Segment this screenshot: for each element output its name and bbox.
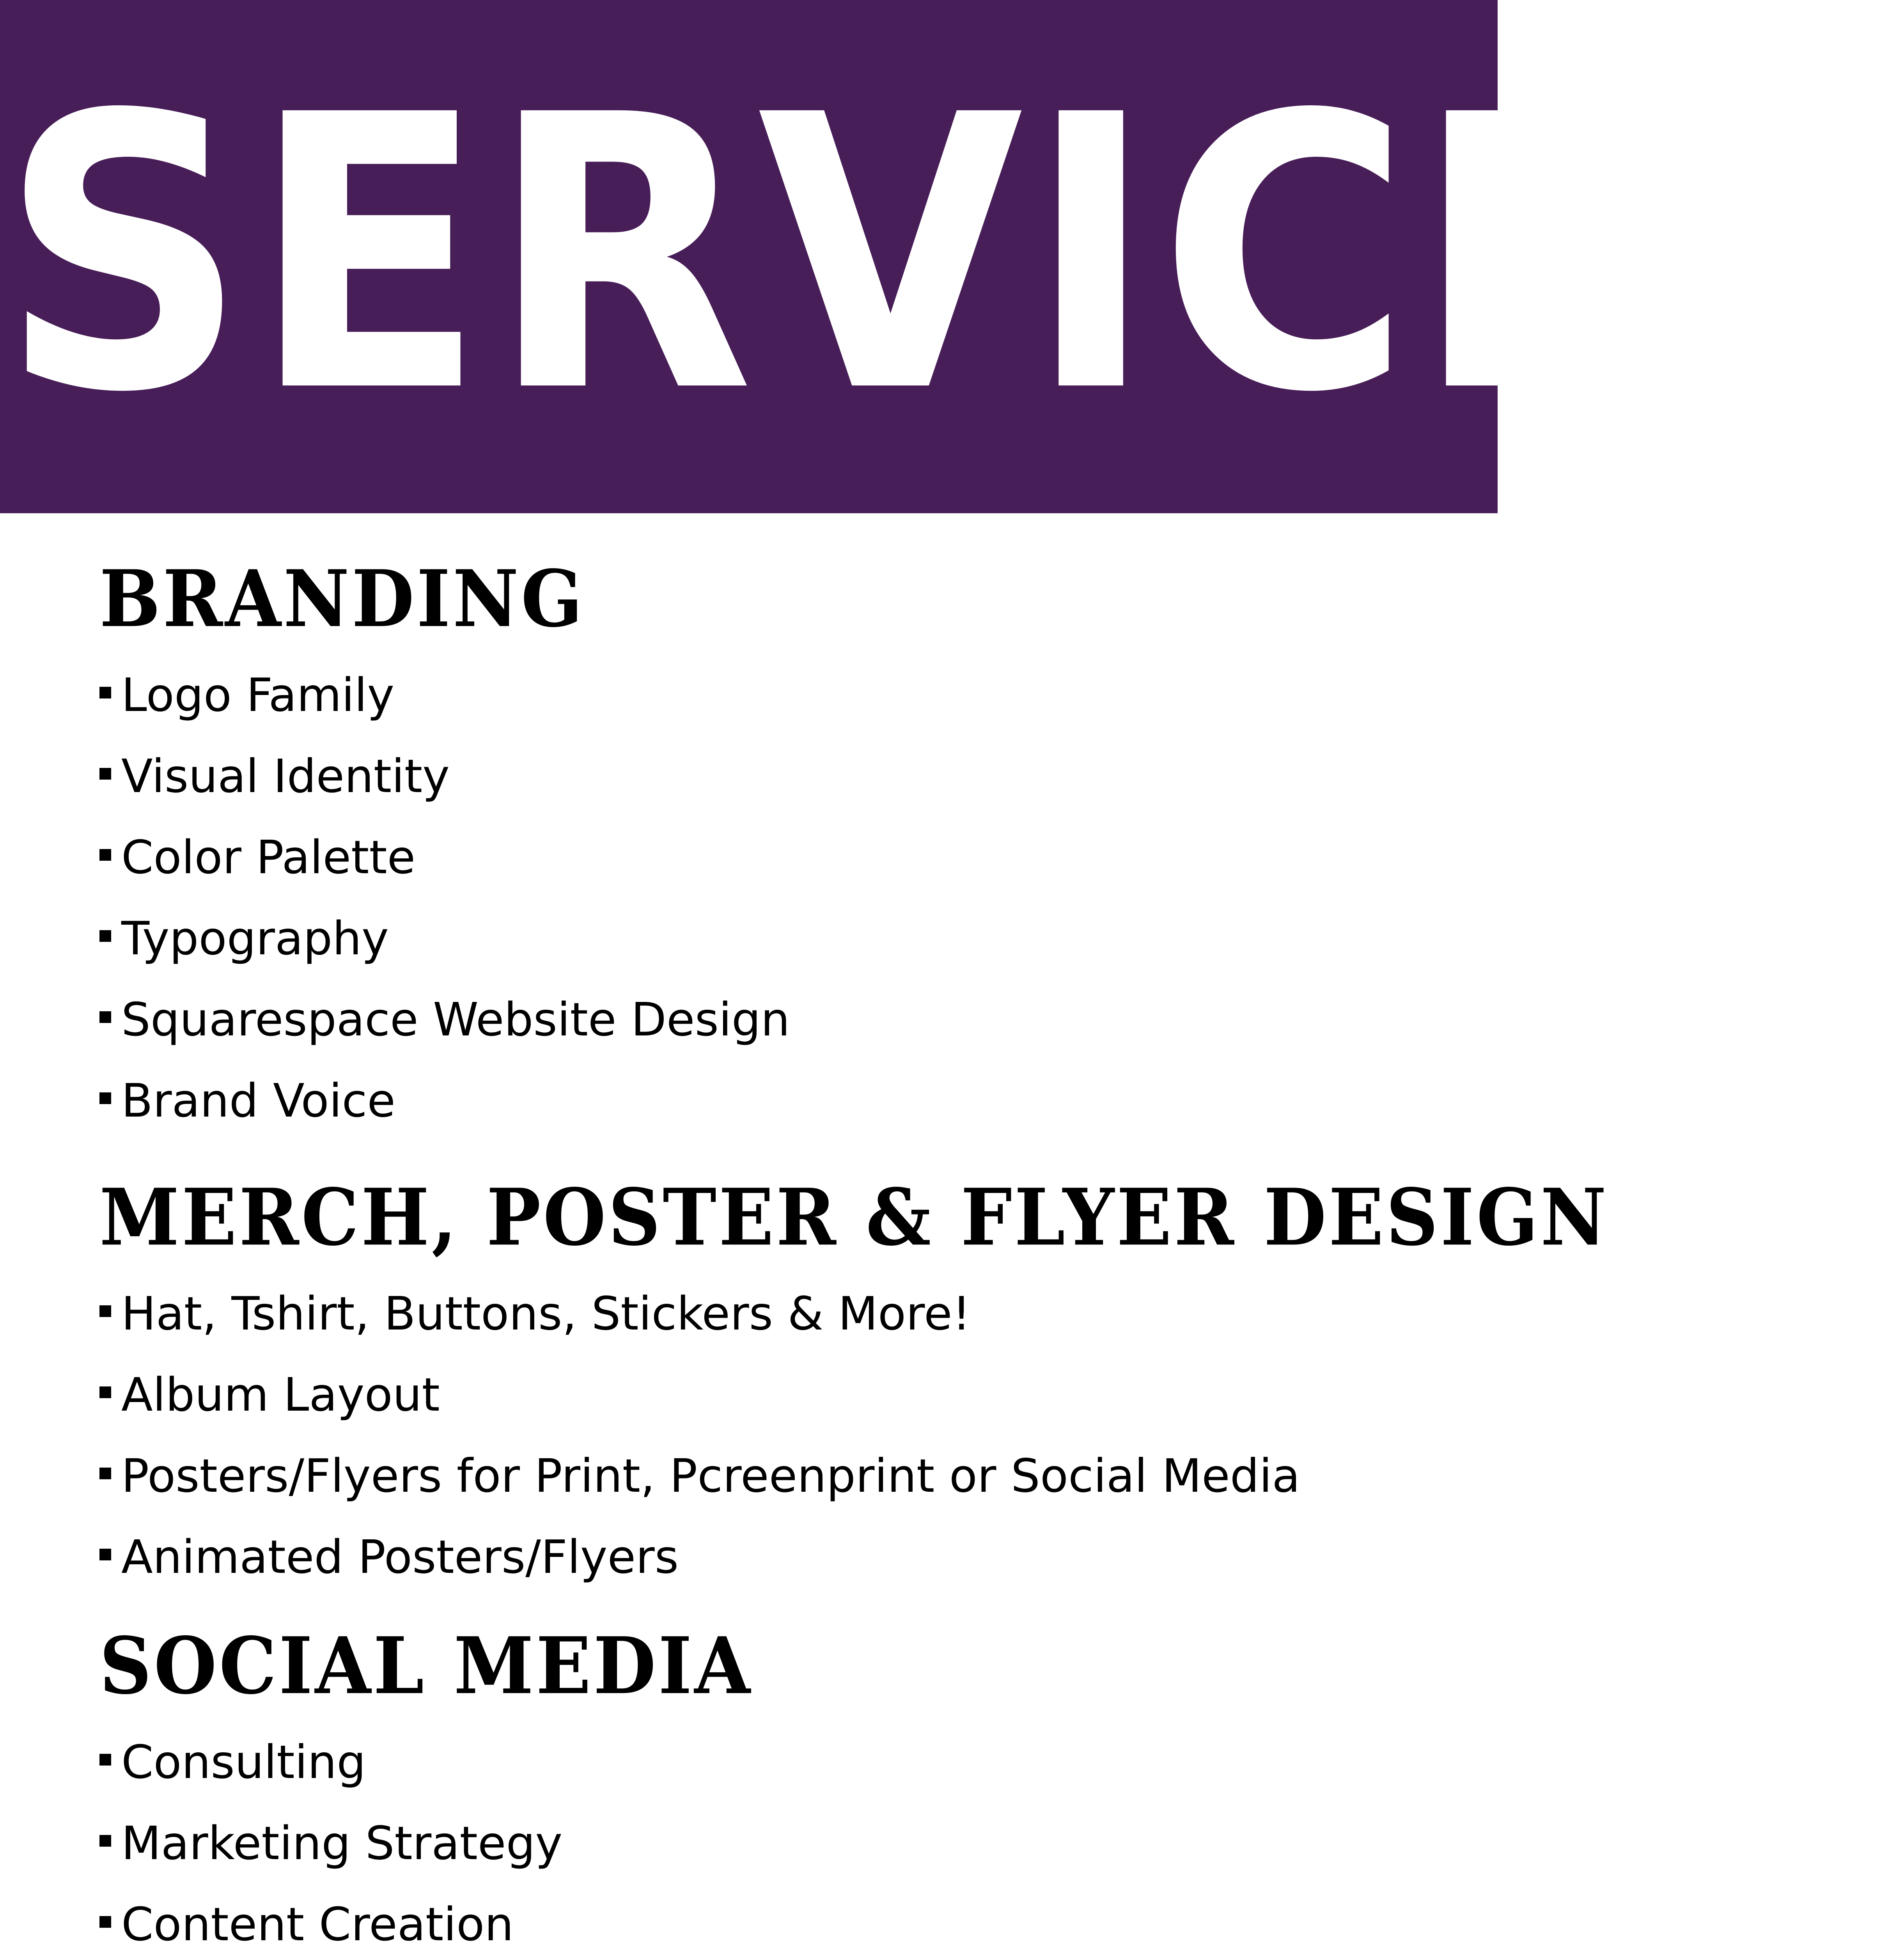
section-heading-merch: MERCH, POSTER & FLYER DESIGN [99,1171,1609,1263]
list-item-label: Visual Identity [121,749,450,803]
section-heading-branding: BRANDING [99,553,585,645]
page-title: SERVICES [0,35,1904,475]
list-item-label: Marketing Strategy [121,1816,563,1870]
social-media-items [99,1721,1425,1950]
list-item-label: Brand Voice [121,1074,395,1127]
list-item [99,1060,1425,1141]
list-item [99,1884,1425,1950]
list-item [99,979,1425,1060]
square-bullet-icon [99,1916,111,1928]
list-item [99,1516,1425,1597]
list-item-label: Typography [121,911,389,965]
list-item-label: Content Creation [121,1897,514,1950]
square-bullet-icon [99,930,111,942]
square-bullet-icon [99,1549,111,1560]
list-item [99,1273,1425,1354]
square-bullet-icon [99,687,111,698]
branding-items [99,654,1425,1141]
list-item-label: Logo Family [121,668,395,722]
header-banner [0,0,1904,513]
list-item [99,1354,1425,1435]
list-item [99,817,1425,898]
list-item-label: Consulting [121,1735,366,1789]
list-item [99,1721,1425,1803]
square-bullet-icon [99,1386,111,1398]
list-item-label: Album Layout [121,1368,440,1422]
square-bullet-icon [99,1754,111,1766]
section-branding [99,546,1425,1141]
square-bullet-icon [99,1468,111,1479]
section-merch [99,1165,1609,1597]
square-bullet-icon [99,849,111,861]
square-bullet-icon [99,1835,111,1847]
list-item-label: Hat, Tshirt, Buttons, Stickers & More! [121,1287,971,1340]
square-bullet-icon [99,1011,111,1023]
section-social-media [99,1613,1425,1950]
square-bullet-icon [99,1092,111,1104]
square-bullet-icon [99,768,111,780]
list-item-label: Animated Posters/Flyers [121,1530,679,1584]
merch-items [99,1273,1425,1597]
list-item [99,1803,1425,1884]
square-bullet-icon [99,1305,111,1317]
list-item [99,1435,1425,1516]
list-item-label: Color Palette [121,830,416,884]
list-item [99,736,1425,817]
list-item [99,898,1425,979]
services-list [99,546,1609,1950]
list-item-label: Posters/Flyers for Print, Pcreenprint or Social Media [121,1449,1300,1503]
list-item [99,654,1425,736]
section-heading-social-media: SOCIAL MEDIA [99,1620,753,1712]
list-item-label: Squarespace Website Design [121,993,790,1046]
